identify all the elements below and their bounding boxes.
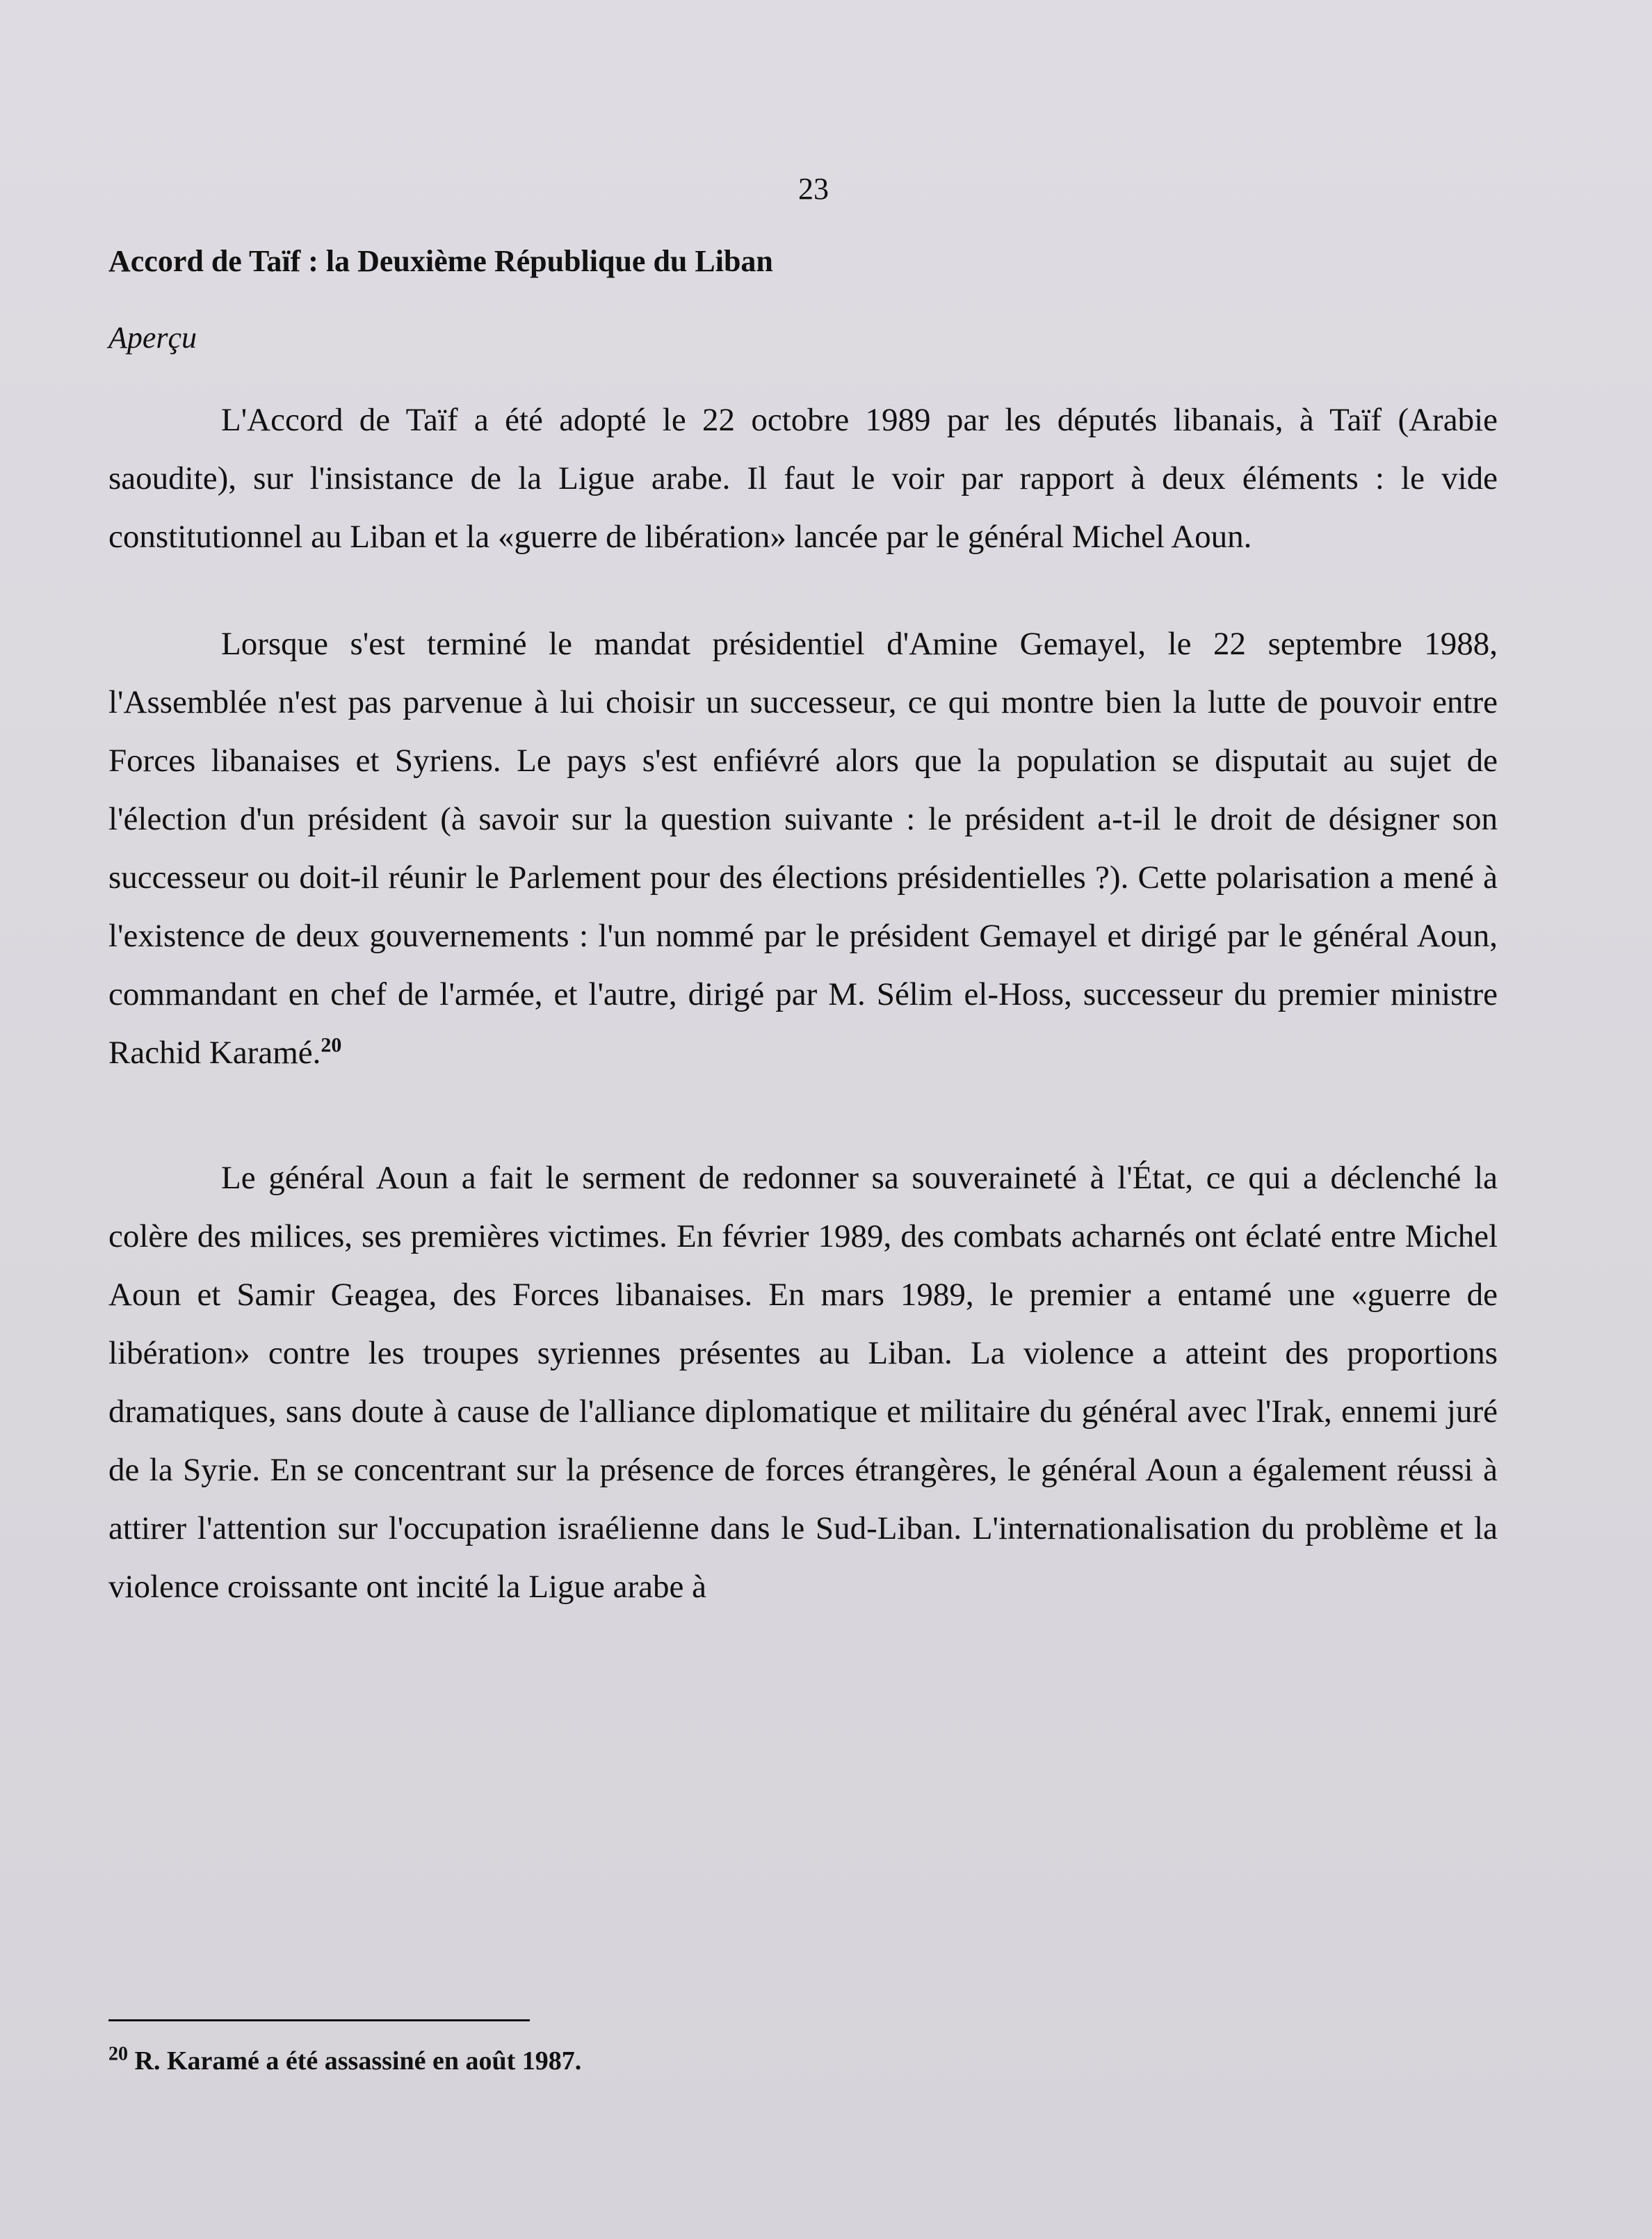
paragraph-1	[108, 391, 1498, 566]
footnote-text: R. Karamé a été assassiné en août 1987.	[134, 2046, 582, 2076]
footnote-reference: 20	[321, 1033, 342, 1057]
page-number: 23	[798, 172, 829, 206]
paragraph-3-text: Le général Aoun a fait le serment de redonner sa souveraineté à l'État, ce qui a déclenché la colère des milices, ses premières victimes. En février 1989, des combats acharnés ont éclaté entre Michel Aoun et Samir Geagea, des Forces libanaises. En mars 1989, le premier a entamé une «guerre de libération» contre les troupes syriennes présentes au Liban. La violence a atteint des proportions dramatiques, sans doute à cause de l'alliance diplomatique et militaire du général avec l'Irak, ennemi juré de la Syrie. En se concentrant sur la présence de forces étrangères, le général Aoun a également réussi à attirer l'attention sur l'occupation israélienne dans le Sud-Liban. L'internationalisation du problème et la violence croissante ont incité la Ligue arabe à	[108, 1160, 1498, 1605]
paragraph-2	[108, 615, 1498, 1082]
paragraph-2-text: Lorsque s'est terminé le mandat présidentiel d'Amine Gemayel, le 22 septembre 1988, l'Assemblée n'est pas parvenue à lui choisir un successeur, ce qui montre bien la lutte de pouvoir entre Forces libanaises et Syriens. Le pays s'est enfiévré alors que la population se disputait au sujet de l'élection d'un président (à savoir sur la question suivante : le président a-t-il le droit de désigner son successeur ou doit-il réunir le Parlement pour des élections présidentielles ?). Cette polarisation a mené à l'existence de deux gouvernements : l'un nommé par le président Gemayel et dirigé par le général Aoun, commandant en chef de l'armée, et l'autre, dirigé par M. Sélim el-Hoss, successeur du premier ministre Rachid Karamé.	[108, 626, 1498, 1071]
page-content	[108, 236, 1498, 1616]
footnote-divider	[108, 2019, 530, 2021]
paragraph-1-text: L'Accord de Taïf a été adopté le 22 octobre 1989 par les députés libanais, à Taïf (Arabie saoudite), sur l'insistance de la Ligue arabe. Il faut le voir par rapport à deux éléments : le vide constitutionnel au Liban et la «guerre de libération» lancée par le général Michel Aoun.	[108, 402, 1498, 555]
footnote-marker: 20	[108, 2043, 128, 2065]
section-subtitle: Aperçu	[108, 321, 197, 355]
paragraph-3	[108, 1149, 1498, 1616]
footnote	[108, 2040, 581, 2082]
section-title: Accord de Taïf : la Deuxième République du Liban	[108, 244, 773, 278]
